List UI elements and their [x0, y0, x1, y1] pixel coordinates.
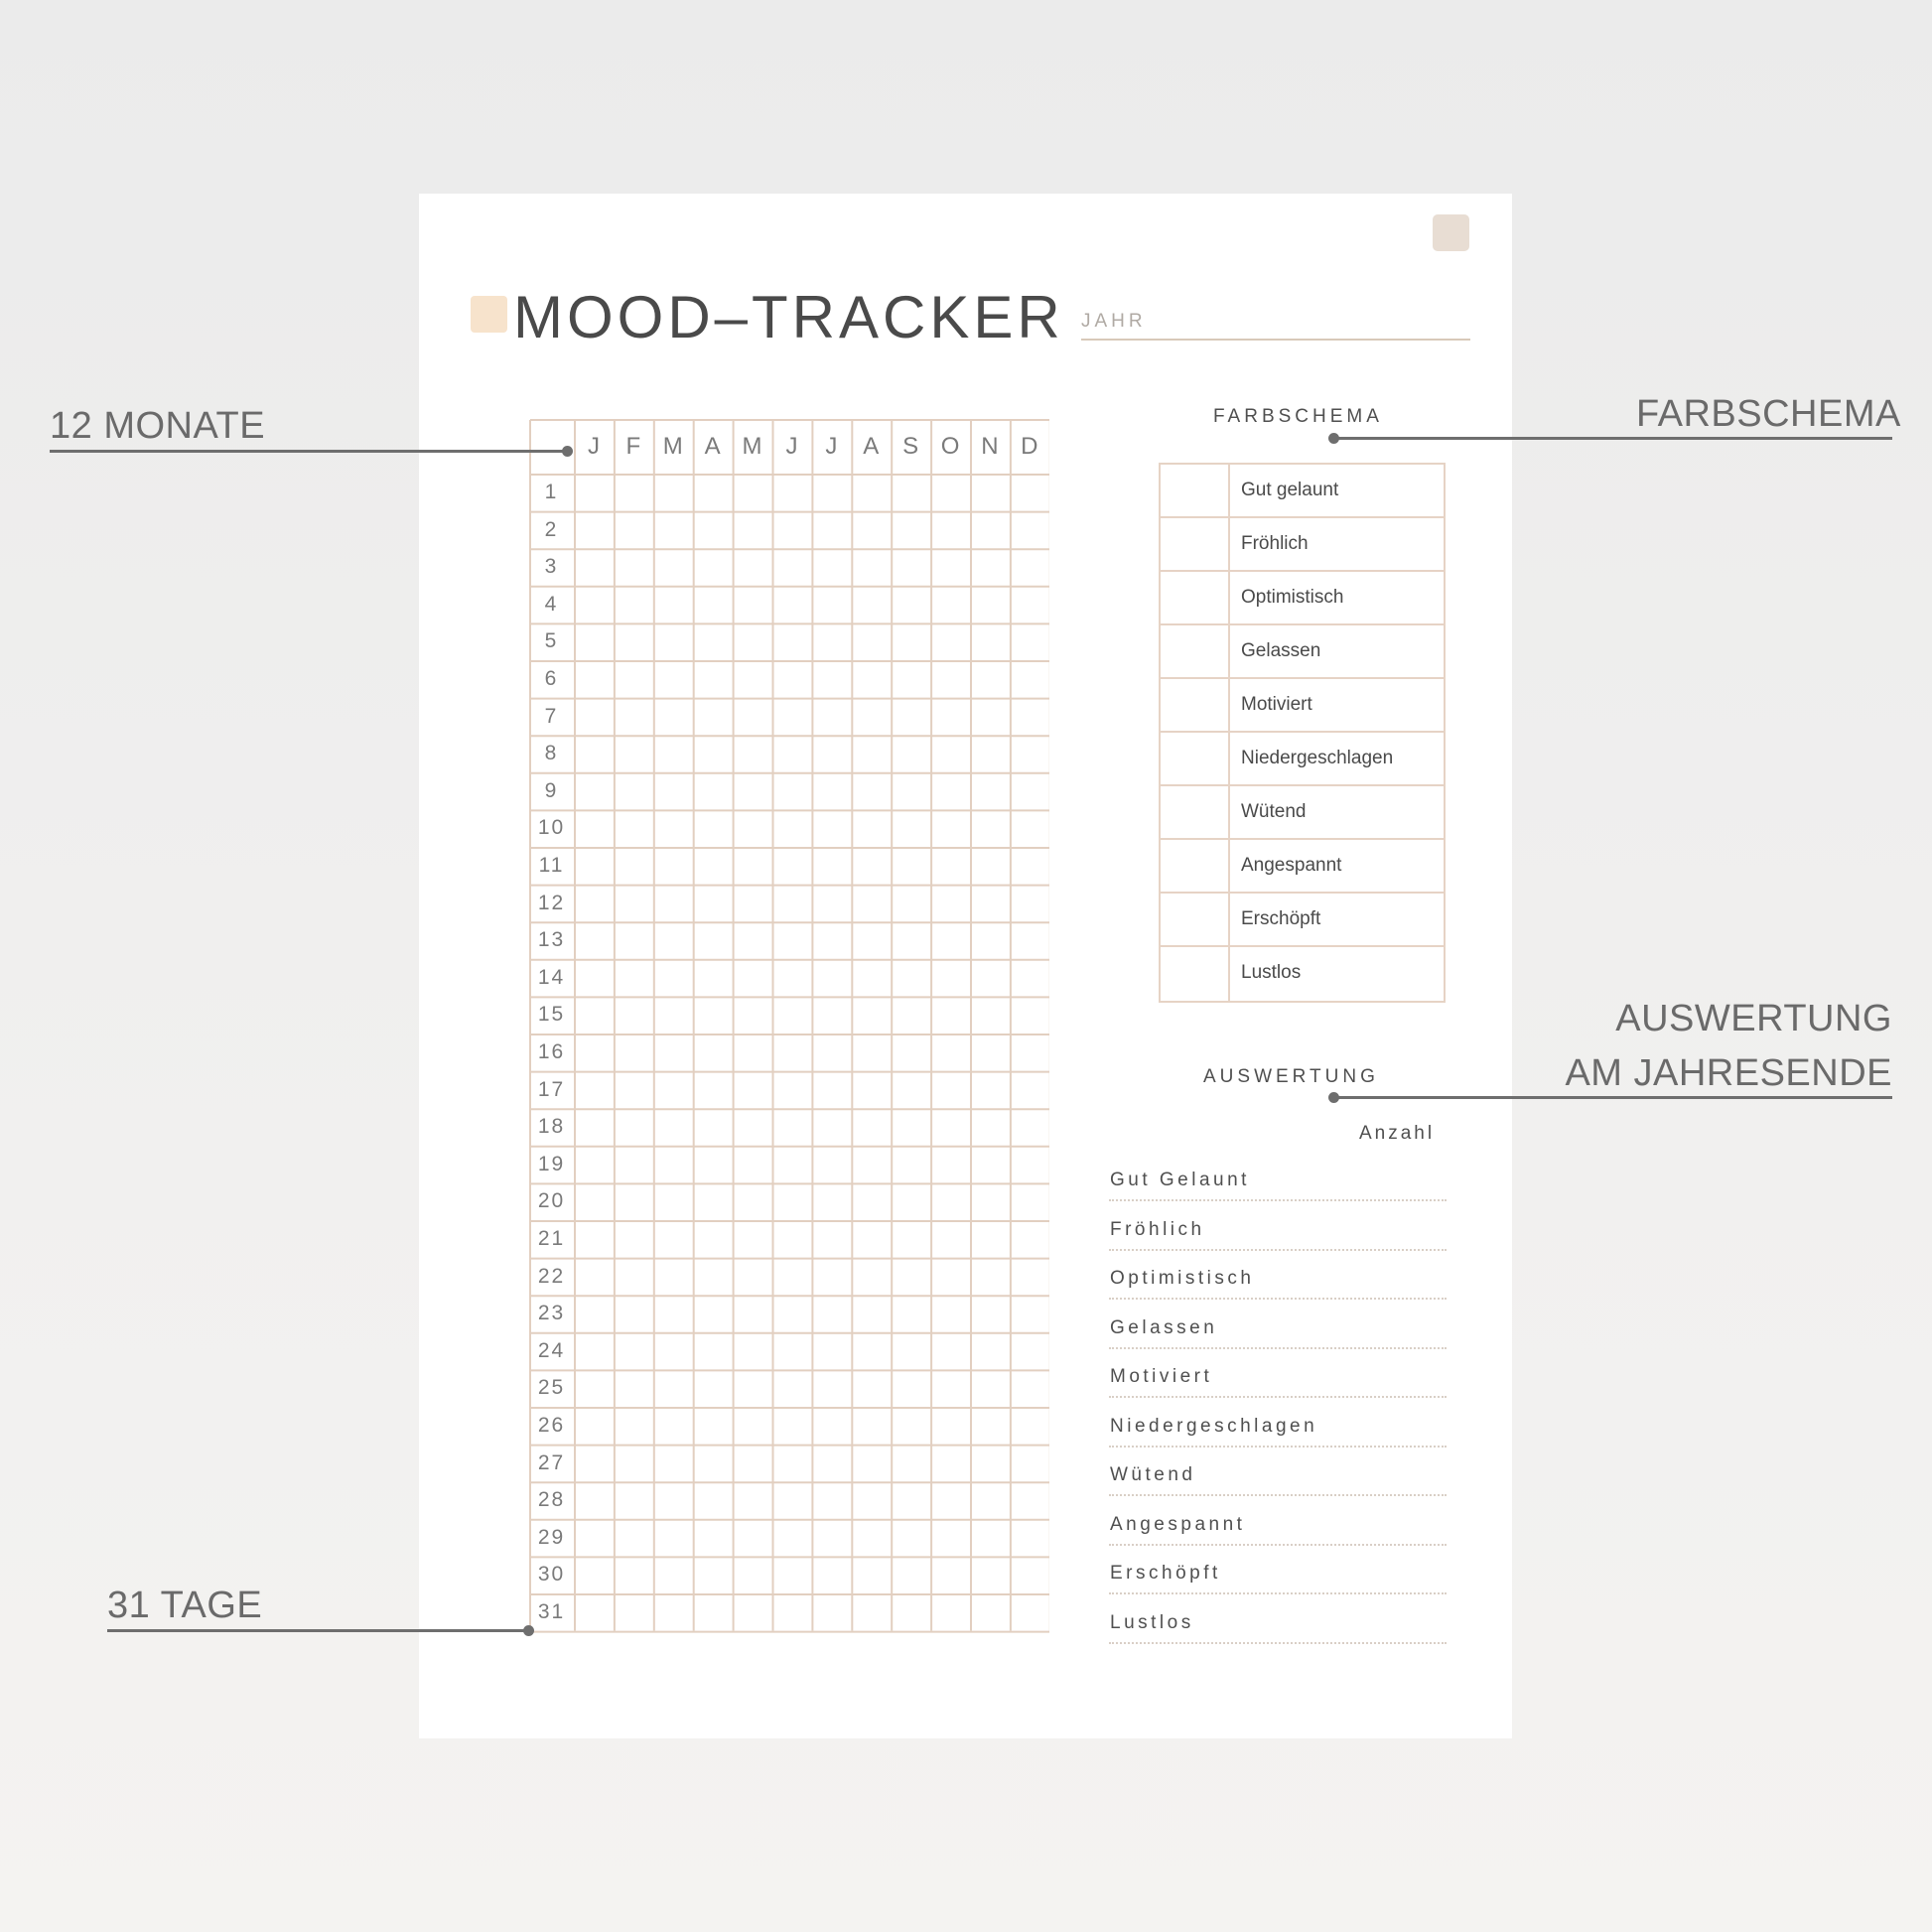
eval-row[interactable]	[1109, 1154, 1447, 1201]
annotation-auswertung-line	[1335, 1096, 1892, 1099]
eval-row[interactable]	[1109, 1498, 1447, 1546]
legend-label: Gelassen	[1241, 640, 1321, 661]
month-label: A	[863, 433, 880, 460]
eval-label: Fröhlich	[1110, 1218, 1205, 1240]
legend-color-box[interactable]	[1161, 947, 1230, 1001]
auswertung-list	[1109, 1154, 1447, 1645]
annotation-auswertung-1: AUSWERTUNG	[1615, 998, 1892, 1039]
day-label: 27	[537, 1450, 566, 1474]
legend-row	[1161, 572, 1444, 625]
legend-row	[1161, 947, 1444, 1001]
eval-label: Niedergeschlagen	[1110, 1415, 1318, 1437]
legend-label: Gut gelaunt	[1241, 480, 1339, 500]
annotation-days: 31 TAGE	[107, 1585, 263, 1626]
title-color-swatch	[471, 296, 507, 333]
day-label: 23	[537, 1302, 566, 1325]
day-label: 25	[537, 1376, 566, 1400]
legend-color-box[interactable]	[1161, 465, 1230, 516]
month-label: J	[825, 433, 838, 460]
day-label: 2	[544, 517, 559, 541]
legend-label: Niedergeschlagen	[1241, 748, 1394, 768]
legend-row	[1161, 679, 1444, 733]
eval-row[interactable]	[1109, 1400, 1447, 1448]
farbschema-heading: FARBSCHEMA	[1213, 406, 1383, 427]
annotation-months-line	[50, 450, 568, 453]
day-label: 14	[537, 965, 566, 989]
year-label: JAHR	[1081, 311, 1147, 332]
day-label: 6	[544, 667, 559, 690]
legend-row	[1161, 625, 1444, 679]
legend-color-box[interactable]	[1161, 679, 1230, 731]
day-label: 19	[537, 1152, 566, 1175]
legend-label: Erschöpft	[1241, 908, 1321, 929]
month-label: M	[742, 433, 762, 460]
day-label: 16	[537, 1040, 566, 1063]
eval-row[interactable]	[1109, 1302, 1447, 1349]
eval-label: Angespannt	[1110, 1513, 1246, 1535]
month-label: F	[625, 433, 641, 460]
legend-color-box[interactable]	[1161, 733, 1230, 784]
corner-color-swatch	[1433, 214, 1469, 251]
annotation-months: 12 MONATE	[50, 405, 266, 447]
eval-label: Lustlos	[1110, 1611, 1194, 1633]
day-label: 10	[537, 816, 566, 840]
day-label: 1	[544, 481, 559, 503]
legend-row	[1161, 518, 1444, 572]
day-label: 12	[537, 891, 566, 914]
day-label: 21	[537, 1227, 566, 1250]
eval-label: Gelassen	[1110, 1316, 1218, 1338]
eval-row[interactable]	[1109, 1449, 1447, 1496]
eval-label: Optimistisch	[1110, 1268, 1255, 1289]
day-label: 28	[537, 1488, 566, 1512]
legend-label: Motiviert	[1241, 694, 1312, 715]
month-label: S	[902, 433, 919, 460]
eval-label: Wütend	[1110, 1464, 1196, 1485]
legend-row	[1161, 733, 1444, 786]
day-label: 26	[537, 1414, 566, 1437]
legend-row	[1161, 786, 1444, 840]
day-label: 24	[537, 1338, 566, 1362]
day-label: 9	[544, 778, 559, 802]
eval-row[interactable]	[1109, 1547, 1447, 1594]
day-label: 22	[537, 1264, 566, 1288]
month-label: M	[662, 433, 683, 460]
annotation-days-line	[107, 1629, 528, 1632]
legend-color-box[interactable]	[1161, 840, 1230, 892]
legend-color-box[interactable]	[1161, 625, 1230, 677]
legend-color-box[interactable]	[1161, 572, 1230, 623]
legend-color-box[interactable]	[1161, 786, 1230, 838]
annotation-farbschema: FARBSCHEMA	[1636, 393, 1901, 435]
page-title: MOOD–TRACKER	[513, 284, 1064, 350]
eval-label: Erschöpft	[1110, 1563, 1221, 1584]
day-label: 5	[544, 629, 559, 653]
legend-label: Angespannt	[1241, 855, 1342, 876]
day-label: 11	[538, 854, 565, 877]
farbschema-table	[1159, 463, 1446, 1003]
legend-row	[1161, 840, 1444, 894]
legend-label: Fröhlich	[1241, 533, 1309, 554]
month-label: A	[704, 433, 721, 460]
eval-row[interactable]	[1109, 1596, 1447, 1644]
day-label: 8	[544, 742, 559, 765]
month-label: J	[587, 433, 600, 460]
legend-label: Wütend	[1241, 801, 1307, 822]
year-input-line[interactable]	[1081, 339, 1470, 341]
day-label: 13	[537, 928, 566, 952]
day-label: 18	[537, 1115, 566, 1139]
annotation-farbschema-dot	[1328, 433, 1339, 444]
mood-grid[interactable]	[529, 419, 1049, 1636]
day-label: 4	[544, 592, 559, 616]
eval-label: Gut Gelaunt	[1110, 1170, 1250, 1190]
legend-label: Lustlos	[1241, 962, 1302, 983]
eval-row[interactable]	[1109, 1350, 1447, 1398]
eval-label: Motiviert	[1110, 1366, 1213, 1387]
month-label: D	[1021, 433, 1038, 460]
annotation-farbschema-line	[1335, 437, 1892, 440]
grid-lines	[529, 419, 1049, 1636]
day-label: 7	[544, 704, 559, 728]
day-label: 3	[544, 555, 559, 579]
day-label: 31	[537, 1600, 566, 1623]
eval-row[interactable]	[1109, 1203, 1447, 1251]
annotation-auswertung-2: AM JAHRESENDE	[1565, 1052, 1892, 1094]
day-label: 15	[537, 1003, 566, 1027]
day-label: 20	[537, 1189, 566, 1213]
legend-row	[1161, 465, 1444, 518]
auswertung-heading: AUSWERTUNG	[1203, 1066, 1379, 1087]
legend-label: Optimistisch	[1241, 587, 1344, 608]
annotation-months-dot	[562, 446, 573, 457]
month-label: O	[940, 433, 960, 460]
day-label: 17	[537, 1077, 566, 1101]
legend-color-box[interactable]	[1161, 894, 1230, 945]
legend-color-box[interactable]	[1161, 518, 1230, 570]
legend-row	[1161, 894, 1444, 947]
count-column-header: Anzahl	[1359, 1123, 1436, 1144]
day-label: 29	[537, 1525, 566, 1549]
month-label: N	[981, 433, 999, 460]
annotation-auswertung-dot	[1328, 1092, 1339, 1103]
eval-row[interactable]	[1109, 1252, 1447, 1300]
month-label: J	[785, 433, 798, 460]
day-label: 30	[537, 1563, 566, 1587]
annotation-days-dot	[523, 1625, 534, 1636]
